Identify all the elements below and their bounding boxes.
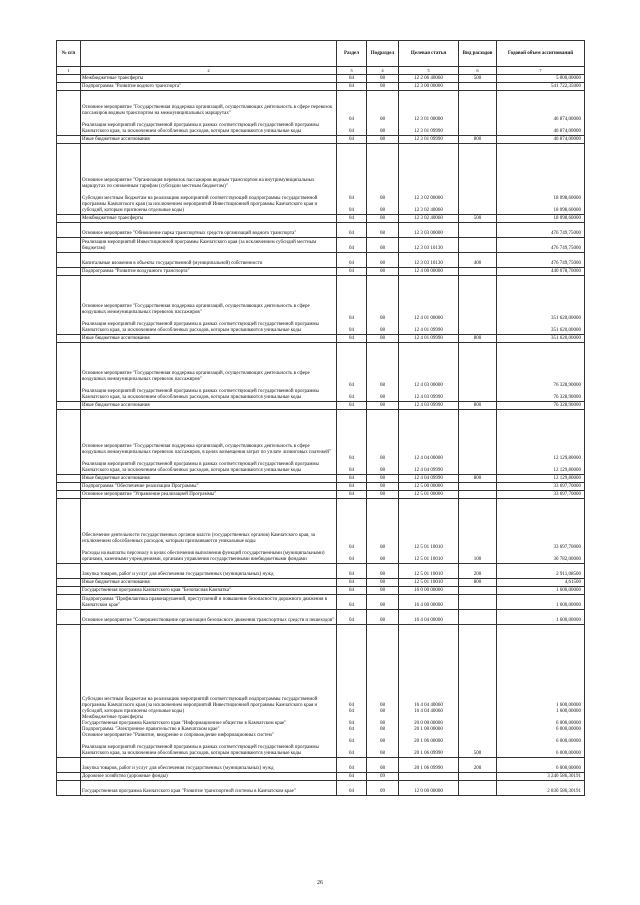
table-row [57, 215, 585, 223]
cell-num [57, 136, 81, 144]
cell-sum: 1 600,00000 [497, 595, 585, 610]
cell-num [57, 276, 81, 335]
table-row [57, 276, 585, 335]
col-number: 6 [459, 67, 497, 75]
cell-name: Основное мероприятие "Организация перевозок пассажиров водным транспортом на внутримуниципальных маршрутах по сниженным тарифам (субсидии местным бюджетам)" Субсидии местным бюджетам на реализацию мероприятий соответствующей подпрограммы государственной программы Камчатского края (за исключением мероприятий Инвестиционной программы Камчатского края и субсидий, которым присвоены отдельные коды) [81, 144, 337, 215]
table-row [57, 268, 585, 276]
cell-statya: 12 5 00 00000 [399, 483, 459, 491]
cell-statya: 16 0 00 00000 [399, 587, 459, 595]
cell-vid [459, 238, 497, 253]
cell-num [57, 223, 81, 238]
cell-statya: 12 4 01 09990 [399, 335, 459, 343]
cell-razdel: 04 [337, 238, 367, 253]
cell-statya: 12 3 02 00000 12 3 02 40060 [399, 144, 459, 215]
cell-vid: 200 [459, 758, 497, 773]
cell-statya: 12 5 01 10010 [399, 564, 459, 579]
cell-razdel: 04 [337, 475, 367, 483]
table-row [57, 91, 585, 136]
cell-num [57, 91, 81, 136]
cell-statya: 12 5 01 10010 12 5 01 10010 [399, 499, 459, 564]
cell-razdel: 04 [337, 595, 367, 610]
table-row [57, 483, 585, 491]
cell-podrazdel: 08 [367, 75, 399, 83]
cell-sum: 76 328,90000 [497, 402, 585, 410]
header-statya: Целевая статья [399, 41, 459, 67]
cell-podrazdel: 08 [367, 475, 399, 483]
cell-vid: 800 [459, 335, 497, 343]
cell-vid [459, 268, 497, 276]
cell-num [57, 625, 81, 758]
cell-razdel: 04 04 [337, 343, 367, 402]
cell-statya: 12 3 00 00000 [399, 83, 459, 91]
cell-name: Межбюджетные трансферты [81, 75, 337, 83]
table-row [57, 144, 585, 215]
table-row [57, 491, 585, 499]
table-header-row [57, 41, 585, 67]
cell-vid [459, 773, 497, 781]
cell-statya: 12 3 03 00000 [399, 223, 459, 238]
cell-num [57, 410, 81, 475]
cell-sum: 46 874,00000 46 874,00000 [497, 91, 585, 136]
cell-num [57, 579, 81, 587]
cell-vid [459, 587, 497, 595]
cell-name: Дорожное хозяйство (дорожные фонды) [81, 773, 337, 781]
cell-razdel: 04 04 [337, 91, 367, 136]
cell-statya: 20 1 06 09990 [399, 758, 459, 773]
cell-vid [459, 144, 497, 215]
cell-podrazdel: 08 [367, 136, 399, 144]
cell-podrazdel: 08 08 [367, 343, 399, 402]
cell-statya: 12 5 01 10010 [399, 579, 459, 587]
col-number: 2 [81, 67, 337, 75]
cell-num [57, 595, 81, 610]
cell-vid [459, 483, 497, 491]
cell-vid: 500 [459, 625, 497, 758]
cell-podrazdel: 08 [367, 491, 399, 499]
cell-statya: 16 4 04 00000 [399, 610, 459, 625]
cell-num [57, 215, 81, 223]
cell-name: Субсидии местным бюджетам на реализацию мероприятий соответствующей подпрограммы государственной программы Камчатского края (за исключением мероприятий Инвестиционной программы Камчатского края и субсидий, которым присвоены отдельные коды) Межбюджетные трансферты Государственная программа Камчатского края "Информационное общество в Камчатском крае" Подпрограмма "Электронное правительство в Камчатском крае" Основное мероприятие "Развитие, внедрение и сопровождение информационных систем" Реализация мероприятий государственной программы в рамках соответствующей государственной программы Камчатского края, за исключением обособленных расходов, которым присваиваются уникальные коды [81, 625, 337, 758]
cell-vid [459, 595, 497, 610]
table-row [57, 475, 585, 483]
cell-sum: 2 911,08500 [497, 564, 585, 579]
cell-vid: 800 [459, 475, 497, 483]
cell-sum: 12 129,80000 12 129,80000 [497, 410, 585, 475]
cell-podrazdel: 08 08 [367, 144, 399, 215]
cell-name: Основное мероприятие "Государственная поддержка организаций, осуществляющих деятельность в сфере воздушных межмуниципальных перевозок пассажиров, в целях возмещения затрат по уплате лизинговых платежей" Реализация мероприятий государственной программы в рамках соответствующей государственной программы Камчатского края, за исключением обособленных расходов, которым присваиваются уникальные коды [81, 410, 337, 475]
table-row [57, 335, 585, 343]
cell-podrazdel: 08 [367, 610, 399, 625]
cell-podrazdel: 09 [367, 773, 399, 781]
cell-num [57, 83, 81, 91]
cell-statya: 12 0 00 00000 [399, 781, 459, 796]
cell-name: Основное мероприятие "Государственная поддержка организаций, осуществляющих деятельность в сфере перевозок пассажиров водным транспортом на межмуниципальных маршрутах" Реализация мероприятий государственной программы в рамках соответствующей государственной программы Камчатского края, за исключением обособленных расходов, которым присваиваются уникальные коды [81, 91, 337, 136]
cell-sum: 5 000,00000 [497, 75, 585, 83]
column-number-row [57, 67, 585, 75]
cell-vid [459, 781, 497, 796]
cell-podrazdel: 08 [367, 564, 399, 579]
cell-num [57, 564, 81, 579]
header-podrazdel: Подраздел [367, 41, 399, 67]
cell-num [57, 343, 81, 402]
cell-statya: 12 4 01 00000 12 4 01 09990 [399, 276, 459, 335]
cell-sum: 1 600,00000 [497, 610, 585, 625]
cell-statya: 12 2 06 40060 [399, 75, 459, 83]
cell-name: Подпрограмма "Развитие воздушного транспорта" [81, 268, 337, 276]
cell-num [57, 268, 81, 276]
table-row [57, 579, 585, 587]
cell-podrazdel: 08 [367, 268, 399, 276]
cell-vid: 500 [459, 75, 497, 83]
cell-num [57, 144, 81, 215]
cell-podrazdel: 08 [367, 215, 399, 223]
cell-num [57, 610, 81, 625]
cell-podrazdel: 08 [367, 587, 399, 595]
cell-podrazdel: 08 08 [367, 499, 399, 564]
cell-statya: 12 3 03 10130 [399, 238, 459, 253]
cell-podrazdel: 08 08 08 08 08 08 [367, 625, 399, 758]
cell-statya [399, 773, 459, 781]
cell-name: Подпрограмма "Развитие водного транспорта" [81, 83, 337, 91]
cell-sum: 33 697,70000 30 782,00000 [497, 499, 585, 564]
cell-num [57, 773, 81, 781]
header-vid: Вид расходов [459, 41, 497, 67]
cell-sum: 33 697,70000 [497, 483, 585, 491]
cell-podrazdel: 08 [367, 335, 399, 343]
cell-statya: 12 4 04 09990 [399, 475, 459, 483]
cell-num [57, 335, 81, 343]
table-row [57, 75, 585, 83]
cell-podrazdel: 08 [367, 223, 399, 238]
cell-name: Капитальные вложения в объекты государственной (муниципальной) собственности [81, 253, 337, 268]
table-row [57, 758, 585, 773]
cell-podrazdel: 09 [367, 781, 399, 796]
table-row [57, 253, 585, 268]
table-row [57, 499, 585, 564]
table-row [57, 83, 585, 91]
cell-statya: 12 3 03 10130 [399, 253, 459, 268]
cell-vid: 200 [459, 564, 497, 579]
cell-razdel: 04 [337, 564, 367, 579]
cell-razdel: 04 [337, 773, 367, 781]
cell-razdel: 04 [337, 83, 367, 91]
cell-name: Основное мероприятие "Управление реализацией Программы" [81, 491, 337, 499]
col-number: 5 [399, 67, 459, 75]
cell-podrazdel: 08 [367, 579, 399, 587]
cell-vid [459, 491, 497, 499]
table-row [57, 587, 585, 595]
header-name [81, 41, 337, 67]
cell-num [57, 587, 81, 595]
table-row [57, 223, 585, 238]
cell-vid [459, 83, 497, 91]
table-row [57, 610, 585, 625]
cell-statya: 12 3 01 00000 12 3 01 09990 [399, 91, 459, 136]
cell-razdel: 04 04 [337, 410, 367, 475]
cell-vid [459, 223, 497, 238]
cell-razdel: 04 [337, 223, 367, 238]
cell-statya: 12 5 01 00000 [399, 491, 459, 499]
cell-name: Обеспечение деятельности государственных органов власти (государственных органов) Камчатского края, за исключением обособленных расходов, которым присваиваются уникальные коды Расходы на выплаты персоналу в целях обеспечения выполнения функций государственными (муниципальными) органами, казенными учреждениями, органами управления государственными внебюджетными фондами [81, 499, 337, 564]
cell-name: Иные бюджетные ассигнования [81, 136, 337, 144]
cell-podrazdel: 08 [367, 83, 399, 91]
cell-vid: 800 [459, 579, 497, 587]
cell-sum: 1 600,00000 [497, 587, 585, 595]
cell-podrazdel: 08 [367, 595, 399, 610]
cell-sum: 2 830 586,30191 [497, 781, 585, 796]
cell-sum: 351 620,00000 351 620,00000 [497, 276, 585, 335]
cell-vid [459, 343, 497, 402]
cell-sum: 33 697,70000 [497, 491, 585, 499]
table-row [57, 136, 585, 144]
cell-num [57, 491, 81, 499]
cell-num [57, 758, 81, 773]
table-row [57, 781, 585, 796]
cell-razdel: 04 [337, 268, 367, 276]
cell-sum: 476 749,75000 [497, 238, 585, 253]
table-row [57, 410, 585, 475]
table-row [57, 564, 585, 579]
cell-sum: 440 078,70000 [497, 268, 585, 276]
cell-name: Межбюджетные трансферты [81, 215, 337, 223]
cell-razdel: 04 [337, 758, 367, 773]
cell-name: Государственная программа Камчатского края "Безопасная Камчатка" [81, 587, 337, 595]
table-row [57, 343, 585, 402]
cell-sum: 18 098,60000 [497, 215, 585, 223]
cell-sum: 18 098,60000 18 098,60000 [497, 144, 585, 215]
cell-statya: 12 4 00 00000 [399, 268, 459, 276]
cell-name: Основное мероприятие "Совершенствование организации безопасного движения транспортных средств и пешеходов" [81, 610, 337, 625]
cell-sum: 351 620,00000 [497, 335, 585, 343]
cell-name: Основное мероприятие "Государственная поддержка организаций, осуществляющих деятельность в сфере воздушных межмуниципальных перевозок пассажиров" Реализация мероприятий государственной программы в рамках соответствующей государственной программы Камчатского края, за исключением обособленных расходов, которым присваиваются уникальные коды [81, 276, 337, 335]
cell-num [57, 75, 81, 83]
cell-vid: 500 [459, 215, 497, 223]
cell-razdel: 04 [337, 136, 367, 144]
cell-sum: 476 749,75000 [497, 223, 585, 238]
cell-razdel: 04 [337, 75, 367, 83]
cell-vid: 800 [459, 136, 497, 144]
cell-vid: 800 [459, 402, 497, 410]
cell-name: Основное мероприятие "Государственная поддержка организаций, осуществляющих деятельность в сфере воздушных межмуниципальных перевозок пассажиров" Реализация мероприятий государственной программы в рамках соответствующей государственной программы Камчатского края, за исключением обособленных расходов, которым присваиваются уникальные коды [81, 343, 337, 402]
cell-num [57, 253, 81, 268]
cell-name: Основное мероприятие "Обновление парка транспортных средств организаций водного транспорта" [81, 223, 337, 238]
table-row [57, 625, 585, 758]
document-page [56, 40, 584, 796]
cell-name: Иные бюджетные ассигнования [81, 579, 337, 587]
cell-razdel: 04 [337, 215, 367, 223]
cell-razdel: 04 04 04 04 04 04 [337, 625, 367, 758]
col-number: 1 [57, 67, 81, 75]
cell-num [57, 781, 81, 796]
cell-num [57, 475, 81, 483]
table-row [57, 402, 585, 410]
cell-razdel: 04 [337, 781, 367, 796]
cell-name: Иные бюджетные ассигнования [81, 475, 337, 483]
cell-razdel: 04 [337, 491, 367, 499]
budget-table [56, 40, 585, 796]
cell-sum: 12 129,80000 [497, 475, 585, 483]
cell-sum: 4,61500 [497, 579, 585, 587]
col-number: 4 [367, 67, 399, 75]
cell-statya: 12 3 02 40060 [399, 215, 459, 223]
cell-statya: 12 4 03 09990 [399, 402, 459, 410]
table-row [57, 773, 585, 781]
col-number: 3 [337, 67, 367, 75]
cell-razdel: 04 [337, 610, 367, 625]
page-number: 26 [317, 880, 323, 886]
header-sum: Годовой объем ассигнований [497, 41, 585, 67]
cell-statya: 16 4 00 00000 [399, 595, 459, 610]
cell-vid [459, 610, 497, 625]
cell-sum: 541 722,35000 [497, 83, 585, 91]
cell-num [57, 402, 81, 410]
cell-razdel: 04 04 [337, 499, 367, 564]
cell-statya: 16 4 04 40060 16 4 04 40060 20 0 00 00000 20 1 00 00000 20 1 06 00000 20 1 06 09990 [399, 625, 459, 758]
table-row [57, 238, 585, 253]
table-body [57, 75, 585, 796]
cell-vid: 100 [459, 499, 497, 564]
cell-podrazdel: 08 08 [367, 276, 399, 335]
cell-razdel: 04 [337, 483, 367, 491]
cell-podrazdel: 08 08 [367, 91, 399, 136]
cell-sum: 76 328,90000 76 328,90000 [497, 343, 585, 402]
cell-sum: 6 000,00000 [497, 758, 585, 773]
cell-podrazdel: 08 08 [367, 410, 399, 475]
cell-name: Реализация мероприятий Инвестиционной программы Камчатского края (за исключением субсидий местным бюджетам) [81, 238, 337, 253]
cell-razdel: 04 04 [337, 144, 367, 215]
cell-razdel: 04 [337, 335, 367, 343]
cell-sum: 476 749,75000 [497, 253, 585, 268]
cell-vid [459, 276, 497, 335]
cell-podrazdel: 08 [367, 238, 399, 253]
cell-razdel: 04 [337, 402, 367, 410]
cell-podrazdel: 08 [367, 483, 399, 491]
cell-name: Государственная программа Камчатского края "Развитие транспортной системы в Камчатском крае" [81, 781, 337, 796]
cell-num [57, 238, 81, 253]
cell-statya: 12 4 04 00000 12 4 04 09990 [399, 410, 459, 475]
col-number: 7 [497, 67, 585, 75]
cell-num [57, 483, 81, 491]
cell-podrazdel: 08 [367, 253, 399, 268]
cell-name: Подпрограмма "Профилактика правонарушений, преступлений и повышение безопасности дорожного движения в Камчатском крае" [81, 595, 337, 610]
cell-statya: 12 3 01 09990 [399, 136, 459, 144]
cell-vid: 400 [459, 253, 497, 268]
cell-statya: 12 4 03 00000 12 4 03 09990 [399, 343, 459, 402]
cell-podrazdel: 08 [367, 758, 399, 773]
cell-razdel: 04 [337, 579, 367, 587]
cell-name: Подпрограмма "Обеспечение реализации Программы" [81, 483, 337, 491]
cell-sum: 3 240 586,30191 [497, 773, 585, 781]
cell-vid [459, 410, 497, 475]
cell-name: Закупка товаров, работ и услуг для обеспечения государственных (муниципальных) нужд [81, 564, 337, 579]
cell-num [57, 499, 81, 564]
header-razdel: Раздел [337, 41, 367, 67]
cell-razdel: 04 [337, 587, 367, 595]
cell-podrazdel: 08 [367, 402, 399, 410]
table-row [57, 595, 585, 610]
cell-name: Закупка товаров, работ и услуг для обеспечения государственных (муниципальных) нужд [81, 758, 337, 773]
cell-sum: 46 874,00000 [497, 136, 585, 144]
cell-vid [459, 91, 497, 136]
cell-sum: 1 600,00000 1 600,00000 6 000,00000 6 000,00000 6 000,00000 6 000,00000 [497, 625, 585, 758]
cell-name: Иные бюджетные ассигнования [81, 335, 337, 343]
cell-razdel: 04 [337, 253, 367, 268]
header-num: № п/п [57, 41, 81, 67]
cell-name: Иные бюджетные ассигнования [81, 402, 337, 410]
cell-razdel: 04 04 [337, 276, 367, 335]
